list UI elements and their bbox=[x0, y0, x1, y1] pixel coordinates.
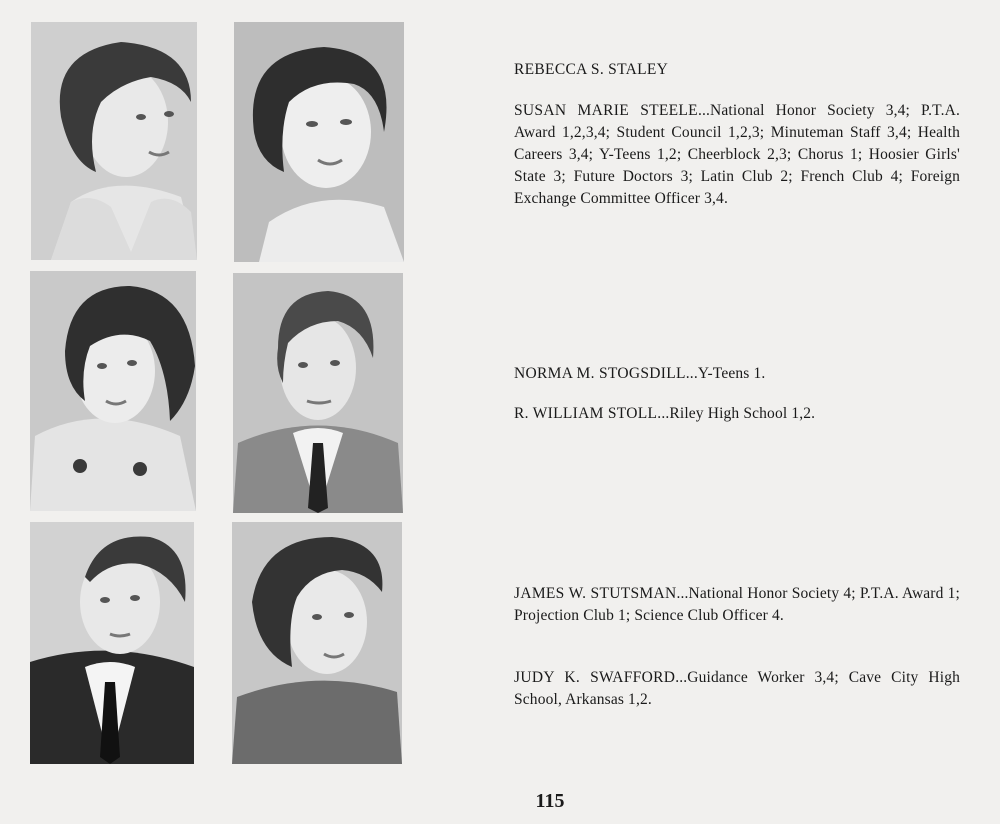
entry-name: JAMES W. STUTSMAN bbox=[514, 585, 677, 602]
entry-details: ...Guidance Worker 3,4; Cave City High School, Arkansas 1,2. bbox=[514, 669, 960, 708]
entry-name: SUSAN MARIE STEELE bbox=[514, 102, 698, 119]
portrait-photo-4 bbox=[233, 273, 403, 513]
portrait-photo-1 bbox=[31, 22, 197, 260]
entry-staley bbox=[514, 59, 960, 81]
entry-name: JUDY K. SWAFFORD bbox=[514, 669, 676, 686]
portrait-photo-3 bbox=[30, 271, 196, 511]
portrait-photo-6 bbox=[232, 522, 402, 764]
portrait-photo-2 bbox=[234, 22, 404, 262]
entry-stutsman bbox=[514, 583, 960, 627]
entry-stogsdill bbox=[514, 363, 960, 385]
entry-name: R. WILLIAM STOLL bbox=[514, 405, 658, 422]
entry-name: REBECCA S. STALEY bbox=[514, 61, 669, 78]
entry-details: ...Y-Teens 1. bbox=[685, 365, 766, 382]
entry-name: NORMA M. STOGSDILL bbox=[514, 365, 686, 382]
entry-details: ...Riley High School 1,2. bbox=[657, 405, 816, 422]
portrait-photo-5 bbox=[30, 522, 194, 764]
entry-details: ...National Honor Society 3,4; P.T.A. Award 1,2,3,4; Student Council 1,2,3; Minuteman Staff 3,4; Health Careers 3,4; Y-Teens 1,2; Cheerblock 2,3; Chorus 1; Hoosier Girls' State 3; Future Doctors 3; Latin Club 2; French Club 4; Foreign Exchange Committee Officer 3,4. bbox=[514, 102, 960, 207]
page-number: 115 bbox=[535, 790, 565, 812]
entry-swafford bbox=[514, 667, 960, 711]
entry-steele bbox=[514, 100, 960, 210]
entry-details: ...National Honor Society 4; P.T.A. Award 1; Projection Club 1; Science Club Officer 4. bbox=[514, 585, 960, 624]
entry-stoll bbox=[514, 403, 960, 425]
